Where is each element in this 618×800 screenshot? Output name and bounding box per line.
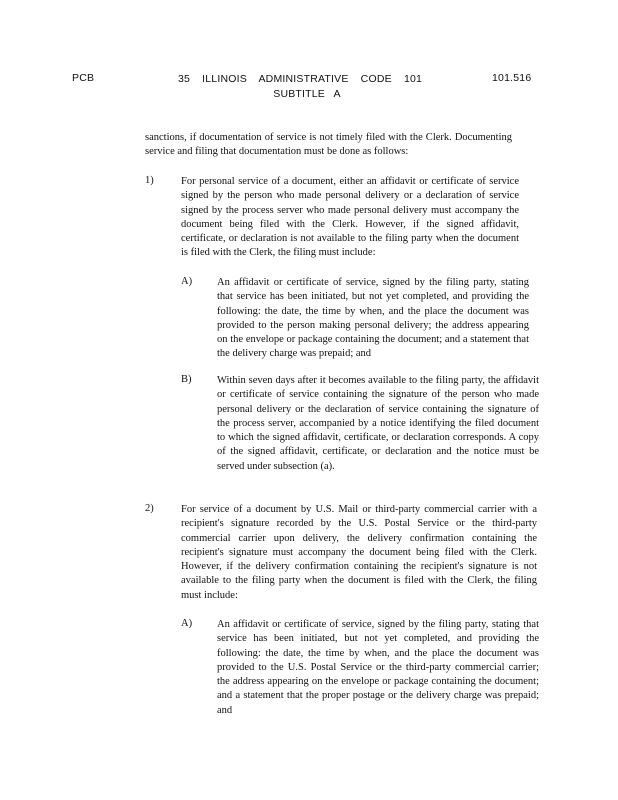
header-left: PCB (72, 72, 95, 84)
header-section-number: 101.516 (492, 72, 532, 84)
item-2a-letter: A) (181, 618, 193, 629)
header-title: 35 ILLINOIS ADMINISTRATIVE CODE 101 (177, 73, 423, 85)
item-1a-letter: A) (181, 276, 193, 287)
item-2a-text: An affidavit or certificate of service, signed by the filing party, stating that service has been initiated, but not yet completed, and providing the following: the date, the time by when, and the place the document was provided to the U.S. Postal Service or the third-party commercial carrier; the address appearing on the envelope or package containing the document; and a statement that the proper postage or the delivery charge was prepaid; and (217, 619, 539, 716)
item-1b-letter: B) (181, 374, 192, 385)
item-2-text: For service of a document by U.S. Mail or third-party commercial carrier with a recipient's signature recorded by the U.S. Postal Service or the third-party commercial carrier upon delivery, the delivery confirmation containing the recipient's signature must accompany the document being filed with the Clerk. However, if the delivery confirmation containing the recipient's signature is not available to the filing party when the document is filed with the Clerk, the filing must include: (181, 504, 537, 601)
intro-paragraph: sanctions, if documentation of service is not timely filed with the Clerk. Documenting service and filing that documentation must be done as follows: (145, 132, 512, 158)
header-subtitle: SUBTITLE A (273, 88, 341, 100)
item-1-number: 1) (145, 175, 154, 186)
item-2-number: 2) (145, 503, 154, 514)
item-1a-text: An affidavit or certificate of service, signed by the filing party, stating that service has been initiated, but not yet completed, and providing the following: the date, the time by when, and the place the document was provided to the person making personal delivery; the address appearing on the envelope or package containing the document; and a statement that the delivery charge was prepaid; and (217, 277, 529, 360)
item-1-text: For personal service of a document, either an affidavit or certificate of service signed by the person who made personal delivery or a declaration of service signed by the process server who made personal delivery must accompany the document being filed with the Clerk. However, if the signed affidavit, certificate, or declaration is not available to the filing party when the document is filed with the Clerk, the filing must include: (181, 176, 519, 259)
item-1b-text: Within seven days after it becomes available to the filing party, the affidavit or certificate of service containing the signature of the person who made personal delivery or the declaration of service containing the signature of the process server, accompanied by a notice identifying the filed document to which the signed affidavit, certificate, or declaration corresponds. A copy of the signed affidavit, certificate, or declaration and the notice must be served under subsection (a). (217, 375, 539, 472)
header-center (150, 72, 450, 102)
